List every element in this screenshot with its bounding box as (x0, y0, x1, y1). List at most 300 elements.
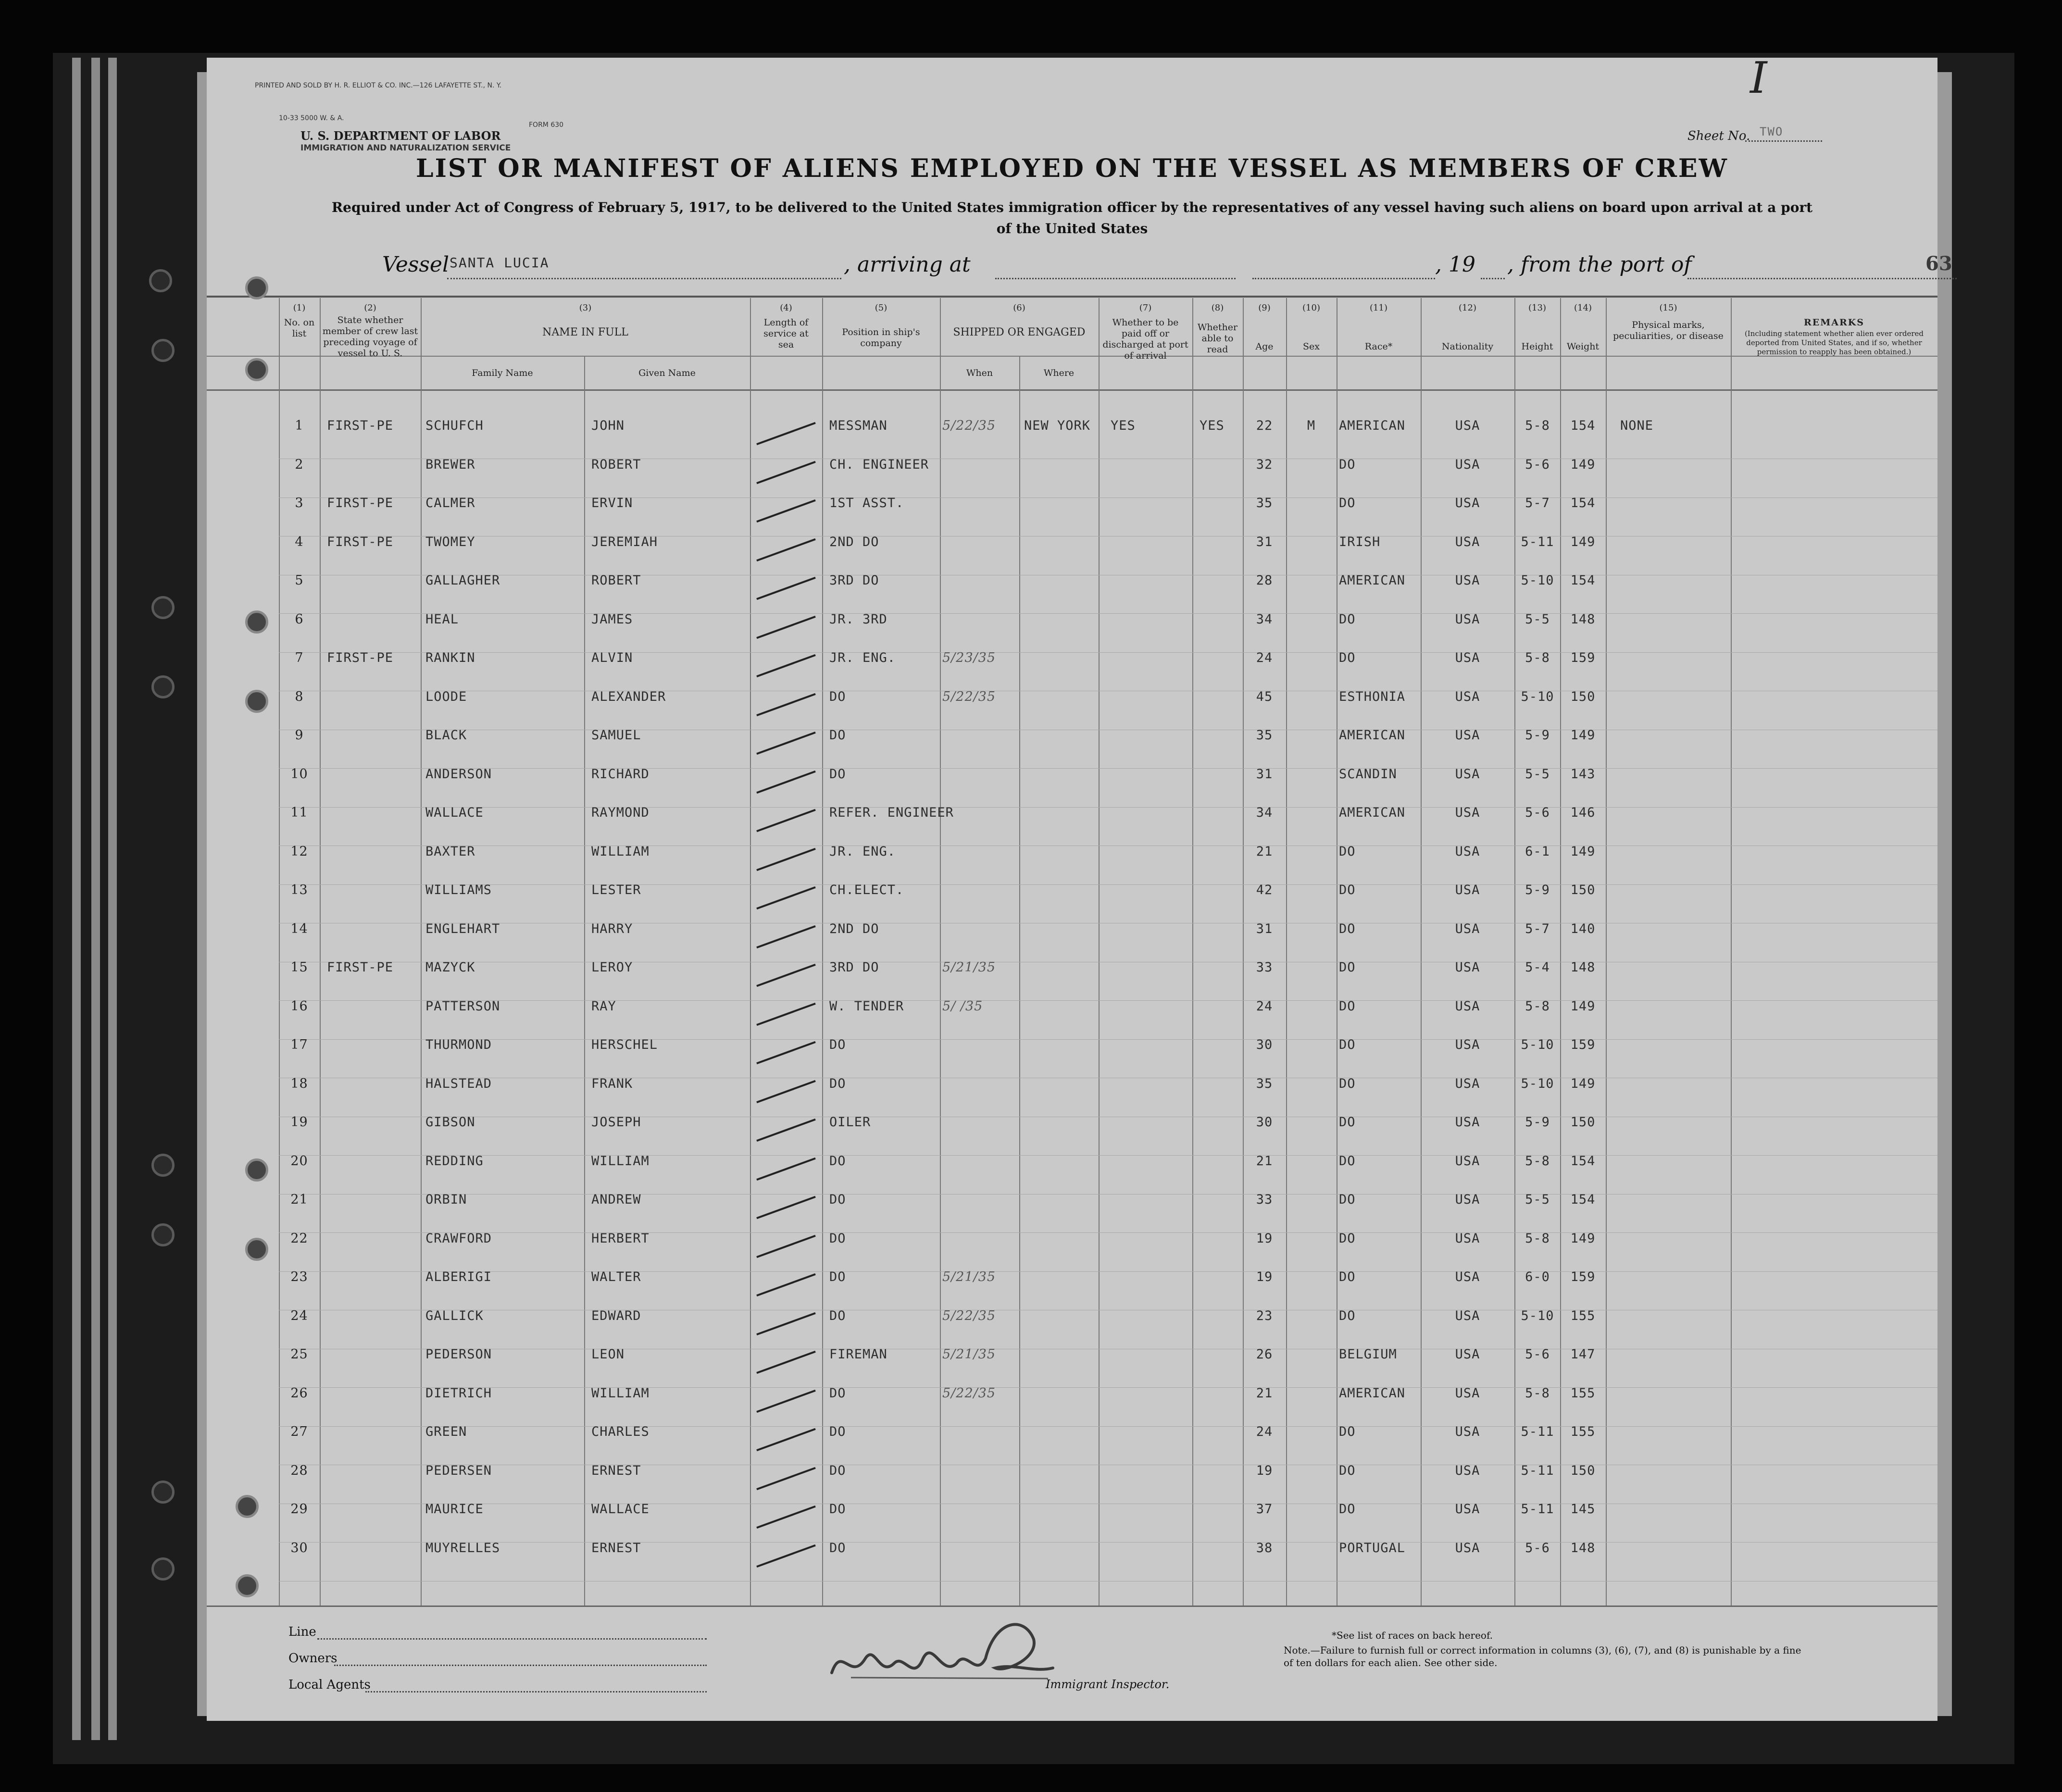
family-name-cell: MUYRELLES (425, 1540, 500, 1556)
age-cell: 42 (1256, 883, 1273, 897)
table-row (207, 960, 1937, 996)
position-cell: MESSMAN (829, 418, 887, 433)
owners-blank (334, 1665, 707, 1666)
race-cell: DO (1339, 998, 1356, 1014)
family-name-cell: TWOMEY (425, 534, 475, 549)
age-cell: 19 (1256, 1269, 1273, 1284)
weight-cell: 154 (1570, 496, 1596, 510)
from-port-label: , from the port of (1507, 252, 1692, 277)
family-name-cell: ANDERSON (425, 766, 492, 782)
age-cell: 32 (1256, 457, 1273, 472)
height-cell: 5-8 (1525, 998, 1550, 1014)
table-bottom-border (207, 1605, 1937, 1607)
race-cell: DO (1339, 1269, 1356, 1284)
row-number-cell: 15 (290, 960, 308, 975)
nationality-cell: USA (1455, 766, 1480, 782)
weight-cell: 145 (1570, 1502, 1596, 1517)
col-14-number: (14) (1574, 303, 1592, 313)
weight-cell: 149 (1570, 844, 1596, 859)
service-checkmark (756, 732, 816, 755)
given-name-cell: LEON (591, 1347, 625, 1362)
arriving-blank (995, 278, 1236, 279)
table-row (207, 921, 1937, 958)
height-cell: 5-5 (1525, 1192, 1550, 1207)
penalty-note: Note.—Failure to furnish full or correct information in columns (3), (6), (7), and (8) is punishable by a fine of ten dollars for each alien. See other side. (1284, 1644, 1801, 1668)
table-row (207, 883, 1937, 919)
age-cell: 31 (1256, 534, 1273, 549)
weight-cell: 140 (1570, 921, 1596, 936)
table-row (207, 1502, 1937, 1538)
position-cell: FIREMAN (829, 1347, 887, 1362)
service-checkmark (756, 847, 816, 871)
table-row (207, 728, 1937, 764)
age-cell: 37 (1256, 1502, 1273, 1517)
position-cell: OILER (829, 1115, 871, 1130)
year-label: , 19 (1435, 252, 1475, 277)
given-name-cell: HERSCHEL (591, 1037, 658, 1052)
position-cell: DO (829, 1424, 846, 1439)
shipped-when-cell: 5/21/35 (942, 960, 996, 975)
race-cell: SCANDIN (1339, 766, 1397, 782)
nationality-cell: USA (1455, 998, 1480, 1014)
page-mark: 63 (1925, 252, 1952, 275)
position-cell: JR. ENG. (829, 844, 896, 859)
row-number-cell: 18 (290, 1076, 308, 1091)
height-cell: 5-8 (1525, 1231, 1550, 1246)
binder-hole (149, 269, 172, 292)
given-name-cell: WALLACE (591, 1502, 650, 1517)
family-name-cell: CALMER (425, 496, 475, 510)
nationality-cell: USA (1455, 418, 1480, 433)
corner-mark: I (1750, 53, 1767, 103)
table-row (207, 1037, 1937, 1074)
height-cell: 5-10 (1521, 1037, 1554, 1052)
given-name-cell: ERNEST (591, 1540, 641, 1556)
nationality-cell: USA (1455, 496, 1480, 510)
table-row (207, 457, 1937, 494)
service-checkmark (756, 1428, 816, 1451)
service-checkmark (756, 770, 816, 793)
family-name-cell: THURMOND (425, 1037, 492, 1052)
binder-hole (151, 1154, 175, 1177)
physical-marks-cell: NONE (1620, 418, 1654, 433)
height-cell: 5-10 (1521, 573, 1554, 588)
col-7-label: Whether to be paid off or discharged at port of arrival (1102, 317, 1188, 361)
nationality-cell: USA (1455, 1347, 1480, 1362)
given-name-cell: JOHN (591, 418, 625, 433)
weight-cell: 155 (1570, 1385, 1596, 1401)
previous-voyage-cell: FIRST-PE (327, 418, 394, 433)
service-checkmark (756, 925, 816, 948)
col-3-number: (3) (579, 303, 592, 313)
race-cell: AMERICAN (1339, 1385, 1406, 1401)
nationality-cell: USA (1455, 650, 1480, 665)
given-name-cell: RAY (591, 998, 616, 1014)
table-row (207, 573, 1937, 610)
height-cell: 5-10 (1521, 689, 1554, 704)
race-cell: IRISH (1339, 534, 1381, 549)
nationality-cell: USA (1455, 960, 1480, 975)
col-7-number: (7) (1139, 303, 1152, 313)
height-cell: 5-11 (1521, 534, 1554, 549)
height-cell: 5-6 (1525, 1347, 1550, 1362)
weight-cell: 149 (1570, 534, 1596, 549)
shipped-when-cell: 5/22/35 (942, 1308, 996, 1323)
nationality-cell: USA (1455, 921, 1480, 936)
table-row (207, 612, 1937, 648)
table-top-border (207, 296, 1937, 298)
family-name-cell: HALSTEAD (425, 1076, 492, 1091)
given-name-cell: HERBERT (591, 1231, 650, 1246)
service-checkmark (756, 1157, 816, 1180)
position-cell: DO (829, 1037, 846, 1052)
binder-hole (236, 1574, 259, 1597)
weight-cell: 150 (1570, 689, 1596, 704)
row-number-cell: 9 (295, 728, 304, 743)
col-6-label: SHIPPED OR ENGAGED (953, 326, 1086, 338)
height-cell: 5-8 (1525, 1153, 1550, 1169)
height-cell: 5-11 (1521, 1424, 1554, 1439)
row-number-cell: 17 (290, 1037, 308, 1052)
sheet-value: TWO (1760, 125, 1784, 138)
service-checkmark (756, 1506, 816, 1529)
col-10-number: (10) (1302, 303, 1320, 313)
age-cell: 21 (1256, 1153, 1273, 1169)
service-checkmark (756, 886, 816, 909)
height-cell: 5-8 (1525, 1385, 1550, 1401)
weight-cell: 149 (1570, 457, 1596, 472)
position-cell: DO (829, 1540, 846, 1556)
nationality-cell: USA (1455, 611, 1480, 627)
nationality-cell: USA (1455, 1308, 1480, 1323)
height-cell: 5-8 (1525, 418, 1550, 433)
race-cell: DO (1339, 457, 1356, 472)
given-name-cell: JEREMIAH (591, 534, 658, 549)
service-checkmark (756, 1080, 816, 1103)
height-cell: 5-6 (1525, 457, 1550, 472)
height-cell: 5-5 (1525, 611, 1550, 627)
service-name: IMMIGRATION AND NATURALIZATION SERVICE (300, 143, 511, 153)
age-cell: 34 (1256, 805, 1273, 820)
binder-hole (151, 1223, 175, 1246)
height-cell: 5-9 (1525, 883, 1550, 897)
nationality-cell: USA (1455, 1502, 1480, 1517)
col-3-label: NAME IN FULL (542, 326, 628, 338)
header-rule (207, 356, 1937, 357)
race-cell: DO (1339, 1424, 1356, 1439)
inspector-signature (822, 1601, 1062, 1687)
table-row (207, 1076, 1937, 1113)
position-cell: DO (829, 689, 846, 704)
age-cell: 31 (1256, 766, 1273, 782)
weight-cell: 159 (1570, 1269, 1596, 1284)
family-name-cell: REDDING (425, 1153, 484, 1169)
row-number-cell: 12 (290, 844, 308, 859)
col-2-number: (2) (364, 303, 376, 313)
position-cell: DO (829, 1385, 846, 1401)
binder-hole (245, 276, 268, 299)
row-number-cell: 19 (290, 1115, 308, 1130)
given-name-cell: CHARLES (591, 1424, 650, 1439)
shipped-when-cell: 5/23/35 (942, 650, 996, 665)
table-row (207, 1541, 1937, 1577)
age-cell: 19 (1256, 1231, 1273, 1246)
col-12-label: Nationality (1441, 341, 1494, 352)
position-cell: 2ND DO (829, 534, 879, 549)
line-blank (317, 1638, 707, 1640)
age-cell: 33 (1256, 960, 1273, 975)
row-number-cell: 28 (290, 1463, 308, 1478)
age-cell: 23 (1256, 1308, 1273, 1323)
given-name-cell: ROBERT (591, 457, 641, 472)
col-4-number: (4) (780, 303, 792, 313)
race-cell: DO (1339, 1463, 1356, 1478)
given-name-cell: WILLIAM (591, 844, 650, 859)
col-5-label: Position in ship's company (842, 327, 920, 348)
given-name-cell: ERVIN (591, 496, 633, 510)
weight-cell: 147 (1570, 1347, 1596, 1362)
race-cell: AMERICAN (1339, 418, 1406, 433)
header-bottom-border (207, 389, 1937, 391)
position-cell: DO (829, 1231, 846, 1246)
row-number-cell: 4 (295, 534, 304, 549)
race-cell: DO (1339, 883, 1356, 897)
race-cell: DO (1339, 1076, 1356, 1091)
col-13-label: Height (1521, 341, 1553, 352)
weight-cell: 148 (1570, 1540, 1596, 1556)
table-row (207, 496, 1937, 532)
previous-voyage-cell: FIRST-PE (327, 960, 394, 975)
age-cell: 21 (1256, 1385, 1273, 1401)
col-1-label: No. on list (284, 317, 315, 339)
race-cell: DO (1339, 1231, 1356, 1246)
nationality-cell: USA (1455, 728, 1480, 743)
binder-hole (236, 1495, 259, 1518)
race-cell: DO (1339, 844, 1356, 859)
shipped-when-cell: 5/21/35 (942, 1269, 996, 1284)
weight-cell: 150 (1570, 1463, 1596, 1478)
nationality-cell: USA (1455, 1076, 1480, 1091)
race-cell: DO (1339, 1115, 1356, 1130)
given-name-cell: RAYMOND (591, 805, 650, 820)
position-cell: DO (829, 766, 846, 782)
binder-hole (151, 596, 175, 619)
weight-cell: 159 (1570, 650, 1596, 665)
row-number-cell: 30 (290, 1540, 308, 1556)
position-cell: 2ND DO (829, 921, 879, 936)
row-number-cell: 14 (290, 921, 308, 936)
weight-cell: 154 (1570, 573, 1596, 588)
col-12-number: (12) (1459, 303, 1476, 313)
table-row (207, 1463, 1937, 1500)
age-cell: 35 (1256, 1076, 1273, 1091)
col-15-number: (15) (1659, 303, 1677, 313)
year-blank (1481, 278, 1505, 279)
binder-edge (108, 58, 117, 1740)
position-cell: 1ST ASST. (829, 496, 904, 510)
race-cell: DO (1339, 650, 1356, 665)
nationality-cell: USA (1455, 1115, 1480, 1130)
nationality-cell: USA (1455, 1540, 1480, 1556)
binder-hole (245, 610, 268, 634)
nationality-cell: USA (1455, 805, 1480, 820)
family-name-header: Family Name (472, 368, 533, 378)
age-cell: 35 (1256, 496, 1273, 510)
family-name-cell: LOODE (425, 689, 467, 704)
row-number-cell: 11 (290, 805, 308, 820)
weight-cell: 150 (1570, 1115, 1596, 1130)
service-checkmark (756, 1351, 816, 1374)
position-cell: W. TENDER (829, 998, 904, 1014)
age-cell: 33 (1256, 1192, 1273, 1207)
given-name-cell: JOSEPH (591, 1115, 641, 1130)
when-header: When (966, 368, 993, 378)
arriving-label: , arriving at (844, 252, 971, 277)
service-checkmark (756, 538, 816, 561)
form-number: FORM 630 (529, 121, 564, 129)
family-name-cell: GIBSON (425, 1115, 475, 1130)
weight-cell: 143 (1570, 766, 1596, 782)
family-name-cell: WILLIAMS (425, 883, 492, 897)
row-number-cell: 13 (290, 883, 308, 897)
service-checkmark (756, 1119, 816, 1142)
previous-voyage-cell: FIRST-PE (327, 650, 394, 665)
weight-cell: 146 (1570, 805, 1596, 820)
service-checkmark (756, 809, 816, 832)
table-row (207, 689, 1937, 726)
paid-off-cell: YES (1111, 418, 1136, 433)
nationality-cell: USA (1455, 573, 1480, 588)
height-cell: 5-10 (1521, 1308, 1554, 1323)
race-cell: DO (1339, 960, 1356, 975)
nationality-cell: USA (1455, 1231, 1480, 1246)
row-number-cell: 21 (290, 1192, 308, 1207)
position-cell: DO (829, 1502, 846, 1517)
table-row (207, 1386, 1937, 1422)
previous-voyage-cell: FIRST-PE (327, 534, 394, 549)
row-number-cell: 7 (295, 650, 304, 665)
binder-hole (245, 1238, 268, 1261)
age-cell: 24 (1256, 1424, 1273, 1439)
service-checkmark (756, 1234, 816, 1257)
printer-line: PRINTED AND SOLD BY H. R. ELLIOT & CO. INC.—126 LAFAYETTE ST., N. Y. (255, 82, 502, 89)
manifest-page (207, 53, 1952, 1721)
race-cell: DO (1339, 1192, 1356, 1207)
table-row (207, 418, 1937, 455)
shipped-when-cell: 5/22/35 (942, 418, 996, 433)
race-cell: DO (1339, 496, 1356, 510)
table-row (207, 1231, 1937, 1268)
weight-cell: 149 (1570, 728, 1596, 743)
col-8-number: (8) (1211, 303, 1224, 313)
family-name-cell: CRAWFORD (425, 1231, 492, 1246)
binder-hole (151, 1557, 175, 1580)
family-name-cell: GALLICK (425, 1308, 484, 1323)
family-name-cell: MAZYCK (425, 960, 475, 975)
nationality-cell: USA (1455, 1463, 1480, 1478)
age-cell: 35 (1256, 728, 1273, 743)
given-name-cell: JAMES (591, 611, 633, 627)
age-cell: 30 (1256, 1037, 1273, 1052)
position-cell: 3RD DO (829, 573, 879, 588)
family-name-cell: PEDERSON (425, 1347, 492, 1362)
remarks-note: (Including statement whether alien ever ordered deported from United States, and if so, whether permission to reapply has been obtained.) (1744, 329, 1924, 356)
table-row (207, 1269, 1937, 1306)
age-cell: 22 (1256, 418, 1273, 433)
shipped-where-cell: NEW YORK (1024, 418, 1091, 433)
col-2-label: State whether member of crew last preceding voyage of vessel to U. S. (322, 315, 418, 359)
position-cell: REFER. ENGINEER (829, 805, 954, 820)
given-name-cell: ANDREW (591, 1192, 641, 1207)
row-number-cell: 1 (295, 418, 304, 433)
binder-hole (151, 339, 175, 362)
table-row (207, 767, 1937, 803)
weight-cell: 154 (1570, 1153, 1596, 1169)
family-name-cell: BAXTER (425, 844, 475, 859)
service-checkmark (756, 1467, 816, 1490)
race-cell: AMERICAN (1339, 728, 1406, 743)
service-checkmark (756, 1041, 816, 1064)
given-name-cell: HARRY (591, 921, 633, 936)
shipped-when-cell: 5/21/35 (942, 1347, 996, 1362)
nationality-cell: USA (1455, 534, 1480, 549)
weight-cell: 149 (1570, 998, 1596, 1014)
service-checkmark (756, 422, 816, 445)
age-cell: 34 (1256, 611, 1273, 627)
family-name-cell: ORBIN (425, 1192, 467, 1207)
row-number-cell: 20 (290, 1153, 308, 1169)
row-number-cell: 3 (295, 496, 304, 510)
nationality-cell: USA (1455, 1385, 1480, 1401)
age-cell: 38 (1256, 1540, 1273, 1556)
age-cell: 19 (1256, 1463, 1273, 1478)
position-cell: 3RD DO (829, 960, 879, 975)
col-9-number: (9) (1258, 303, 1271, 313)
table-row (207, 1424, 1937, 1461)
col-4-label: Length of service at sea (763, 317, 809, 350)
family-name-cell: DIETRICH (425, 1385, 492, 1401)
height-cell: 5-5 (1525, 766, 1550, 782)
height-cell: 5-7 (1525, 496, 1550, 510)
race-cell: PORTUGAL (1339, 1540, 1406, 1556)
binder-hole (151, 675, 175, 698)
family-name-cell: GALLAGHER (425, 573, 500, 588)
age-cell: 26 (1256, 1347, 1273, 1362)
position-cell: DO (829, 1192, 846, 1207)
requirement-text: Required under Act of Congress of February 5, 1917, to be delivered to the United States immigration officer by the representatives of any vessel having such aliens on board upon arrival at a port of the United States (331, 199, 1813, 236)
given-name-cell: WALTER (591, 1269, 641, 1284)
height-cell: 5-8 (1525, 650, 1550, 665)
col-14-label: Weight (1566, 341, 1600, 352)
inspector-label: Immigrant Inspector. (1046, 1678, 1170, 1691)
remarks-header: REMARKS (1803, 317, 1865, 328)
given-name-cell: ROBERT (591, 573, 641, 588)
race-cell: DO (1339, 921, 1356, 936)
given-name-cell: EDWARD (591, 1308, 641, 1323)
position-cell: DO (829, 1153, 846, 1169)
binder-hole (245, 358, 268, 381)
given-name-cell: WILLIAM (591, 1153, 650, 1169)
height-cell: 5-6 (1525, 1540, 1550, 1556)
given-name-cell: LEROY (591, 960, 633, 975)
weight-cell: 155 (1570, 1424, 1596, 1439)
nationality-cell: USA (1455, 1153, 1480, 1169)
nationality-cell: USA (1455, 844, 1480, 859)
race-cell: DO (1339, 1308, 1356, 1323)
weight-cell: 150 (1570, 883, 1596, 897)
family-name-cell: PATTERSON (425, 998, 500, 1014)
row-number-cell: 25 (290, 1347, 308, 1362)
